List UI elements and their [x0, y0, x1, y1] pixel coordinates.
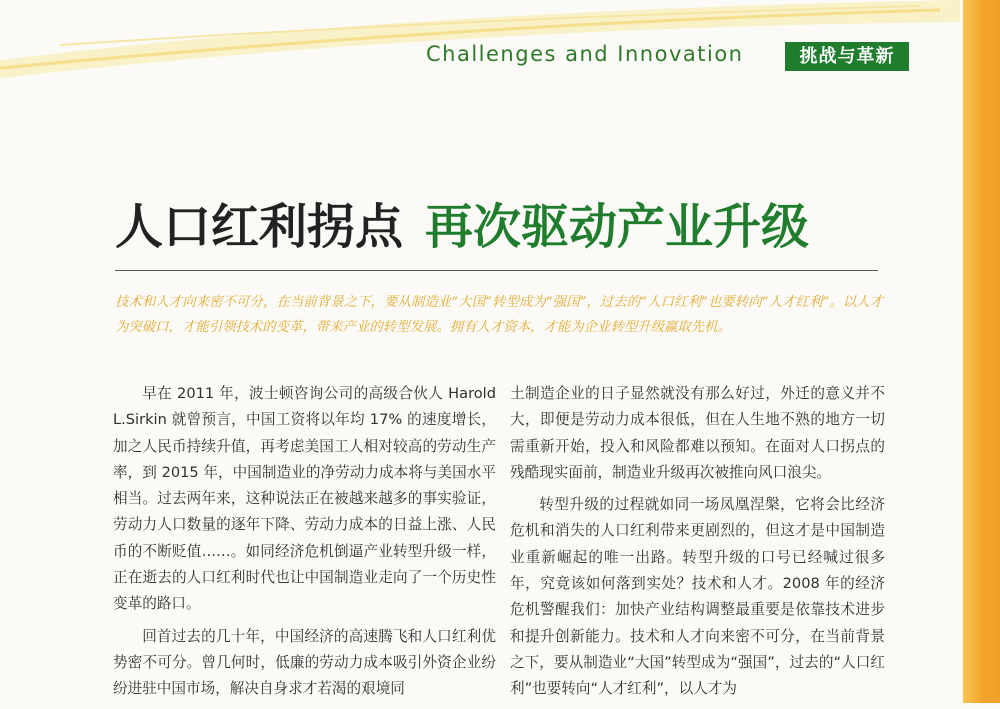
side-color-bar — [963, 0, 1000, 703]
section-title-cn: 挑战与革新 — [785, 42, 909, 71]
paragraph: 早在 2011 年，波士顿咨询公司的高级合伙人 Harold L.Sirkin 就曾预言，中国工资将以年均 17% 的速度增长，加之人民币持续升值，再考虑美国工人相对较高的劳动生产率，到 2015 年，中国制造业的净劳动力成本将与美国水平相当。过去两年来，这种说法正在被越来越多的事实验证，劳动力人口数量的逐年下降、劳动力成本的日益上涨、人民币的不断贬值……。如同经济危机倒逼产业转型升级一样，正在逝去的人口红利时代也让中国制造业走向了一个历史性变革的路口。 — [113, 385, 496, 613]
paragraph: 土制造企业的日子显然就没有那么好过，外迁的意义并不大，即便是劳动力成本很低，但在人生地不熟的地方一切需重新开始，投入和风险都难以预知。在面对人口拐点的残酷现实面前，制造业升级再次被推向风口浪尖。 — [510, 385, 885, 481]
title-divider — [115, 270, 878, 271]
section-title-en: Challenges and Innovation — [426, 42, 744, 66]
article-lead: 技术和人才向来密不可分，在当前背景之下，要从制造业“大国”转型成为“强国”，过去的“人口红利”也要转向“人才红利”。以人才为突破口，才能引领技术的变革，带来产业的转型发展。拥有人才资本，才能为企业转型升级赢取先机。 — [115, 295, 883, 335]
article-title — [115, 188, 809, 257]
paragraph: 转型升级的过程就如同一场凤凰涅槃，它将会比经济危机和消失的人口红利带来更剧烈的，但这才是中国制造业重新崛起的唯一出路。转型升级的口号已经喊过很多年，究竟该如何落到实处？技术和人才。2008 年的经济危机警醒我们：加快产业结构调整最重要是依靠技术进步和提升创新能力。技术和人才向来密不可分，在当前背景之下，要从制造业“大国”转型成为“强国”，过去的“人口红利”也要转向“人才红利”，以人才为 — [510, 496, 885, 698]
article-title-part2: 再次驱动产业升级 — [425, 199, 810, 255]
article-column-left — [113, 381, 496, 709]
article-title-part1: 人口红利拐点 — [115, 199, 404, 255]
paragraph: 回首过去的几十年，中国经济的高速腾飞和人口红利优势密不可分。曾几何时，低廉的劳动力成本吸引外资企业纷纷进驻中国市场，解决自身求才若渴的艰境同 — [113, 627, 496, 698]
article-column-right — [510, 381, 885, 709]
